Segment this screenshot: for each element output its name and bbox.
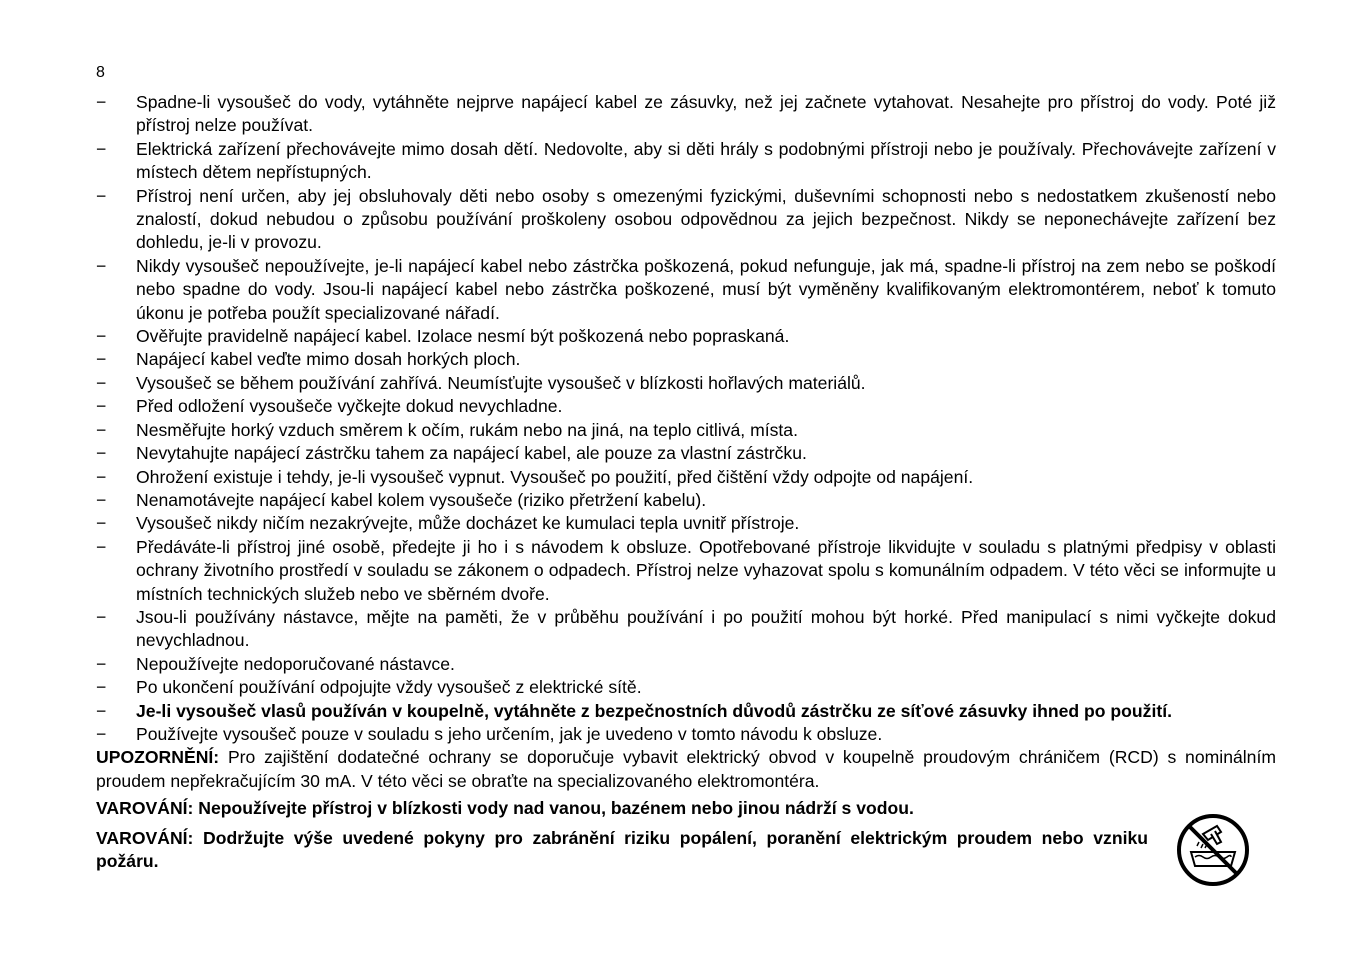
warning-water: VAROVÁNÍ: Nepoužívejte přístroj v blízkosti vody nad vanou, bazénem nebo jinou nádrží s vodou.: [96, 798, 914, 819]
list-item: [96, 442, 1276, 465]
list-item-text: Vysoušeč se během používání zahřívá. Neumísťujte vysoušeč v blízkosti hořlavých materiálů.: [136, 372, 866, 393]
list-dash: −: [96, 255, 107, 276]
list-item-text: Ohrožení existuje i tehdy, je-li vysoušeč vypnut. Vysoušeč po použití, před čištění vždy odpojte od napájení.: [136, 466, 974, 487]
list-item-text: Ověřujte pravidelně napájecí kabel. Izolace nesmí být poškozená nebo popraskaná.: [136, 326, 790, 347]
list-dash: −: [96, 536, 107, 557]
list-dash: −: [96, 513, 107, 534]
list-item-text: Nesměřujte horký vzduch směrem k očím, rukám nebo na jiná, na teplo citlivá, místa.: [136, 419, 798, 440]
list-dash: −: [96, 700, 107, 721]
list-dash: −: [96, 677, 107, 698]
list-dash: −: [96, 443, 107, 464]
list-item: [96, 91, 1276, 138]
notice-text: Pro zajištění dodatečné ochrany se doporučuje vybavit elektrický obvod v koupelně proudovým chráničem (RCD) s nominálním proudem nepřekračujícím 30 mA. V této věci se obraťte na specializovaného elektromontéra.: [96, 747, 1276, 791]
list-item-text: Nikdy vysoušeč nepoužívejte, je-li napájecí kabel nebo zástrčka poškozená, pokud nefunguje, jak má, spadne-li přístroj na zem nebo se poškodí nebo spadne do vody. Jsou-li napájecí kabel nebo zástrčka poškozené, musí být vyměněny kvalifikovaným elektromontérem, neboť k tomuto úkonu je potřeba použít specializované nářadí.: [136, 255, 1276, 323]
list-item: [96, 676, 1276, 699]
list-item: [96, 512, 1276, 535]
safety-instructions-list: [96, 91, 1276, 746]
list-item: [96, 489, 1276, 512]
list-dash: −: [96, 349, 107, 370]
list-item-text: Přístroj není určen, aby jej obsluhovaly děti nebo osoby s omezenými fyzickými, duševními schopnosti nebo s nedostatkem zkušeností nebo znalostí, dokud nebudou o způsobu používání proškoleny osobou odpovědnou za jejich bezpečnost. Nikdy se neponechávejte zařízení bez dohledu, je-li v provozu.: [136, 185, 1276, 253]
list-item: [96, 138, 1276, 185]
list-item-text: Předáváte-li přístroj jiné osobě, předejte ji ho i s návodem k obsluze. Opotřebované přístroje likvidujte v souladu s platnými předpisy v oblasti ochrany životního prostředí v souladu se zákonem o odpadech. Přístroj nelze vyhazovat spolu s komunálním odpadem. V této věci se informujte u místních technických služeb nebo ve sběrném dvoře.: [136, 536, 1276, 604]
page-content: [96, 91, 1276, 873]
list-item-text: Jsou-li používány nástavce, mějte na paměti, že v průběhu používání i po použití mohou být horké. Před manipulací s nimi vyčkejte dokud nevychladnou.: [136, 606, 1276, 651]
list-item-text: Po ukončení používání odpojujte vždy vysoušeč z elektrické sítě.: [136, 677, 642, 698]
list-item-text: Napájecí kabel veďte mimo dosah horkých ploch.: [136, 349, 521, 370]
list-item: [96, 185, 1276, 255]
list-item: [96, 255, 1276, 325]
list-item: [96, 419, 1276, 442]
page-number: 8: [96, 64, 105, 81]
list-item: [96, 466, 1276, 489]
list-dash: −: [96, 723, 107, 744]
list-dash: −: [96, 489, 107, 510]
list-dash: −: [96, 185, 107, 206]
list-item-text: Nevytahujte napájecí zástrčku tahem za napájecí kabel, ale pouze za vlastní zástrčku.: [136, 443, 807, 464]
list-item: [96, 606, 1276, 653]
notice-paragraph: [96, 746, 1276, 793]
no-hairdryer-near-water-icon: [1175, 812, 1251, 888]
list-dash: −: [96, 372, 107, 393]
list-item-bold: [96, 700, 1276, 723]
list-item-text: Spadne-li vysoušeč do vody, vytáhněte nejprve napájecí kabel ze zásuvky, než jej začnete vytahovat. Nesahejte pro přístroj do vody. Poté již přístroj nelze používat.: [136, 92, 1276, 136]
list-item: [96, 395, 1276, 418]
list-item: [96, 536, 1276, 606]
warning-general: VAROVÁNÍ: Dodržujte výše uvedené pokyny pro zabránění riziku popálení, poranění elektrickým proudem nebo vzniku požáru.: [96, 827, 1148, 871]
list-dash: −: [96, 606, 107, 627]
list-item: [96, 325, 1276, 348]
list-dash: −: [96, 92, 107, 112]
list-item: [96, 348, 1276, 371]
list-dash: −: [96, 419, 107, 440]
list-dash: −: [96, 653, 107, 674]
list-item-text: Nenamotávejte napájecí kabel kolem vysoušeče (riziko přetržení kabelu).: [136, 489, 707, 510]
list-item: [96, 653, 1276, 676]
list-item-text: Používejte vysoušeč pouze v souladu s jeho určením, jak je uvedeno v tomto návodu k obsluze.: [136, 723, 883, 744]
list-dash: −: [96, 138, 107, 159]
list-item-text: Elektrická zařízení přechovávejte mimo dosah dětí. Nedovolte, aby si děti hrály s podobnými přístroji nebo je používaly. Přechovávejte zařízení v místech dětem nepřístupných.: [136, 138, 1276, 183]
list-item: [96, 723, 1276, 746]
notice-label: UPOZORNĚNÍ:: [96, 747, 220, 768]
list-item-text: Je-li vysoušeč vlasů používán v koupelně, vytáhněte z bezpečnostních důvodů zástrčku ze síťové zásuvky ihned po použití.: [136, 700, 1172, 721]
list-item-text: Nepoužívejte nedoporučované nástavce.: [136, 653, 455, 674]
list-item: [96, 372, 1276, 395]
list-dash: −: [96, 396, 107, 417]
list-dash: −: [96, 466, 107, 487]
list-item-text: Před odložení vysoušeče vyčkejte dokud nevychladne.: [136, 396, 563, 417]
list-item-text: Vysoušeč nikdy ničím nezakrývejte, může docházet ke kumulaci tepla uvnitř přístroje.: [136, 513, 800, 534]
list-dash: −: [96, 326, 107, 347]
